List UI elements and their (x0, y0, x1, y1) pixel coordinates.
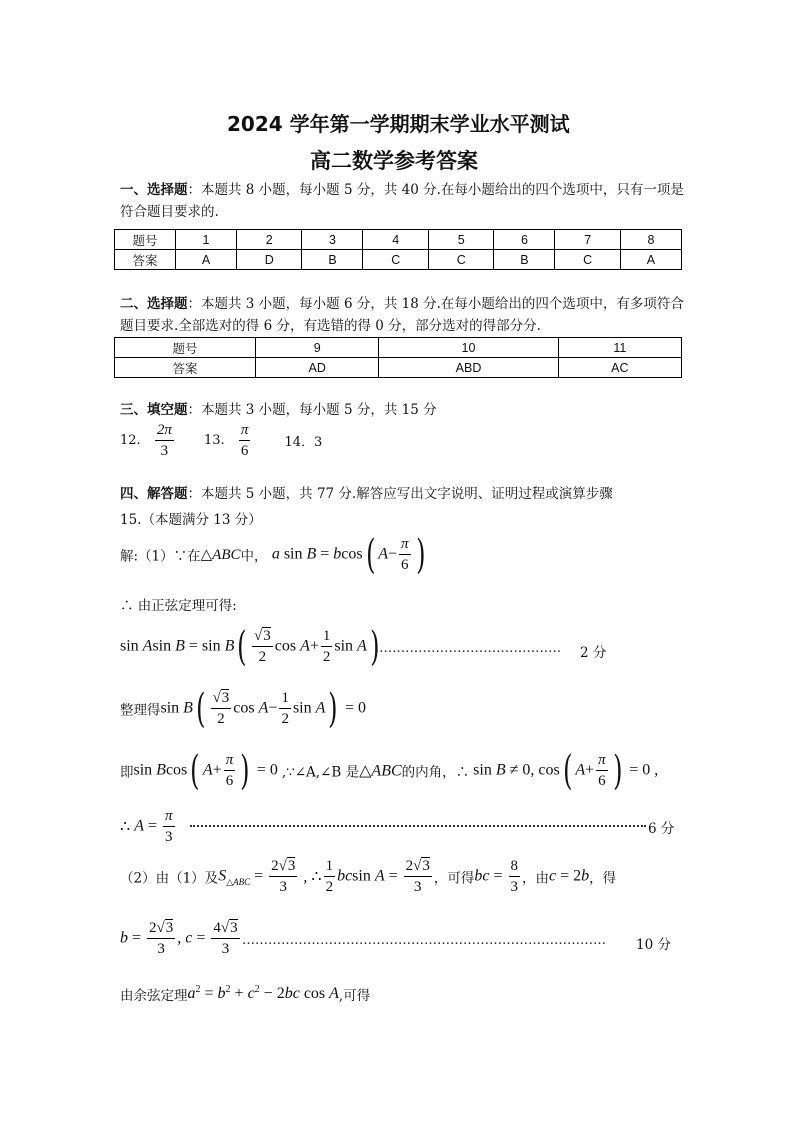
eq-equals: = (489, 867, 507, 885)
eq-var: A (315, 699, 326, 717)
frac-numerator: 1 (324, 856, 336, 877)
table-cell: 题号 (115, 338, 256, 358)
eq-comma: , (177, 929, 186, 947)
table-cell: 8 (620, 230, 681, 250)
eq-zero: = 0 , (625, 761, 659, 779)
table-cell: 题号 (115, 230, 176, 250)
because-text: ,∵∠A,∠B 是 (281, 764, 360, 781)
table-row (115, 250, 682, 270)
table-cell: 1 (176, 230, 237, 250)
eq-sin: sin (469, 761, 496, 779)
part2-text: ：本题共 3 小题，每小题 6 分，共 18 分.在每小题给出的四个选项中，有多项符合题目要求.全部选对的得 6 分，有选错的得 0 分，部分选对的得部分分. (120, 296, 684, 334)
frac-numerator: 8 (509, 856, 521, 877)
eq-neq: ≠ 0, cos (505, 761, 560, 779)
triangle-abc: △ABC (359, 762, 402, 780)
table-cell: AD (256, 358, 379, 378)
part1-text: ：本题共 8 小题，每小题 5 分，共 40 分.在每小题给出的四个选项中，只有一项是符合题目要求的. (120, 182, 684, 220)
sol1-mid: 中， (240, 548, 268, 565)
eq-var: bc (284, 985, 300, 1002)
solution-line-7 (120, 918, 242, 959)
dotted-leader: ………………………………………………………………………… (242, 933, 606, 948)
eq-zero: = 0 (252, 761, 282, 779)
part2-heading: 二、选择题 (120, 296, 188, 312)
left-paren: ( (562, 747, 573, 794)
table-cell: B (494, 250, 555, 270)
page-subtitle: 高二数学参考答案 (310, 149, 478, 173)
fill-in-answers (120, 420, 322, 461)
eq-var: c (247, 985, 255, 1002)
eq-var: B (175, 637, 185, 655)
q12-numerator: 2π (155, 420, 174, 441)
eq-therefore: , ∴ (299, 868, 322, 886)
eq-plus: + (212, 761, 222, 779)
eq-equals: = (384, 867, 402, 885)
table-cell: A (620, 250, 681, 270)
eq-var: bc (474, 867, 490, 885)
part3-instructions (120, 399, 437, 421)
table-cell: ABD (379, 358, 558, 378)
right-paren: ) (369, 623, 380, 670)
part2-instructions (120, 293, 685, 337)
eq-var: B (156, 761, 166, 779)
part4-text: ：本题共 5 小题，共 77 分.解答应写出文字说明、证明过程或演算步骤 (187, 486, 613, 502)
table-cell: AC (558, 358, 681, 378)
table-cell: 4 (363, 230, 428, 250)
eq-var: b (217, 985, 226, 1002)
four-sqrt3-over-3 (211, 918, 239, 959)
frac-denominator: 2 (325, 879, 334, 895)
frac-denominator: 6 (598, 773, 606, 789)
pi-over-6 (224, 750, 236, 791)
solution-line-5 (120, 806, 177, 847)
eq-plus: + (230, 985, 248, 1002)
eq-var: b (581, 867, 590, 885)
table-cell: 答案 (115, 358, 256, 378)
score-6: 6 分 (648, 821, 675, 837)
frac-denominator: 3 (279, 879, 287, 895)
frac-denominator: 2 (322, 649, 331, 665)
left-paren: ( (365, 531, 376, 578)
eq-var: A (575, 761, 586, 779)
one-half (321, 626, 333, 667)
two-sqrt3-over-3 (147, 918, 175, 959)
eq-var: A (142, 637, 153, 655)
q12-answer (155, 420, 174, 461)
dotted-leader: ,…………………………………… (375, 641, 562, 656)
frac-numerator: 1 (321, 626, 333, 647)
part2-answer-table (114, 337, 682, 378)
obtain-text: ，可得 (433, 870, 475, 887)
q12-label: 12. (120, 433, 141, 448)
eq-square: 2 (195, 984, 201, 995)
solution-line-2 (120, 623, 382, 670)
equation-given: a (271, 545, 280, 563)
frac-denominator: 3 (165, 829, 173, 845)
table-cell: 2 (237, 230, 302, 250)
two-sqrt3-over-3 (269, 856, 297, 897)
table-row (115, 230, 682, 250)
table-cell: 9 (256, 338, 379, 358)
eq-equals: = (200, 985, 218, 1002)
frac-numerator: π (596, 750, 608, 771)
table-row (115, 338, 682, 358)
eq-plus: + (309, 637, 319, 655)
frac-numerator: 1 (279, 688, 291, 709)
q15-header: 15.（本题满分 13 分） (120, 512, 262, 528)
eight-over-3 (509, 856, 521, 897)
eq-equals: = (192, 929, 210, 947)
frac-numerator: π (399, 534, 411, 555)
table-cell: 5 (428, 230, 493, 250)
equation-var-b-lower: b (333, 545, 342, 563)
table-cell: A (176, 250, 237, 270)
eq-var: c (185, 929, 193, 947)
frac-denominator: 3 (157, 941, 165, 957)
right-paren: ) (328, 685, 338, 732)
eq-var: B (183, 699, 193, 717)
eq-var: A (258, 699, 269, 717)
right-paren: ) (240, 747, 250, 794)
frac-numerator: π (163, 806, 175, 827)
eq-square: 2 (225, 984, 231, 995)
eq-equals: = sin (184, 637, 225, 655)
part4-instructions (120, 483, 613, 505)
left-paren: ( (237, 623, 247, 670)
inner-angle-text: 的内角，∴ (401, 764, 470, 781)
solution-line-4 (120, 747, 659, 794)
frac-numerator: 2√3 (269, 856, 297, 877)
frac-denominator: 3 (414, 879, 422, 895)
frac-numerator: π (224, 750, 236, 771)
pi-over-6 (596, 750, 608, 791)
eq-var: B (224, 637, 235, 655)
eq-var: A (357, 637, 367, 655)
eq-sin-b: sin (152, 637, 176, 655)
eq-cos: cos (299, 985, 330, 1002)
q14-answer: 14．3 (284, 435, 323, 450)
eq-equals: = (143, 817, 161, 835)
eq-sin: sin (160, 699, 184, 717)
frac-numerator: 2√3 (404, 856, 432, 877)
one-half (324, 856, 336, 897)
solution-line-6 (120, 856, 616, 897)
eq-sin: sin (334, 637, 358, 655)
table-cell: 6 (494, 230, 555, 250)
eq-square: 2 (254, 984, 260, 995)
eq-equals: = 2 (556, 867, 582, 885)
part4-heading: 四、解答题 (120, 486, 188, 502)
frac-denominator: 6 (401, 557, 409, 573)
part1-answer-table (114, 229, 682, 270)
eq-area: S (218, 867, 227, 885)
q13-label: 13. (203, 433, 225, 448)
eq-cos: cos (274, 637, 301, 655)
eq-cos: cos (233, 699, 259, 717)
frac-denominator: 2 (217, 711, 225, 727)
solution-line-1 (120, 531, 428, 578)
eq-minus: − 2 (259, 985, 285, 1002)
sqrt3-over-2 (252, 626, 273, 667)
eq-plus: + (585, 761, 595, 779)
eq-var: A (374, 867, 385, 885)
frac-numerator: √3 (252, 626, 273, 647)
table-cell: B (302, 250, 363, 270)
q13-numerator: π (239, 420, 251, 441)
eq-var: A (202, 761, 213, 779)
eq-var: A (329, 985, 339, 1002)
solution-line-3 (120, 685, 367, 732)
part1-instructions (120, 179, 685, 223)
equation-cos: cos (341, 545, 363, 563)
eq-var: A (134, 817, 144, 835)
q12-denominator: 3 (160, 443, 169, 459)
frac-numerator: 2√3 (147, 918, 175, 939)
table-row (115, 358, 682, 378)
eq-zero: = 0 (341, 699, 367, 717)
law-of-sines-text: ∴ 由正弦定理可得: (120, 598, 237, 614)
ji-label: 即 (120, 764, 134, 781)
eq-var: bc (337, 867, 353, 885)
frac-numerator: √3 (211, 688, 232, 709)
part2-prefix: （2）由（1）及 (120, 870, 219, 887)
eq-var: A (300, 637, 310, 655)
cosine-tail: ,可得 (338, 988, 371, 1004)
left-paren: ( (196, 685, 206, 732)
dotted-leader (190, 825, 646, 827)
equation-eq: = (316, 545, 334, 563)
table-cell: C (363, 250, 428, 270)
part3-heading: 三、填空题 (120, 402, 188, 418)
eq-equals: = (128, 929, 146, 947)
equation-var-a: A (378, 545, 389, 563)
two-sqrt3-over-3 (404, 856, 432, 897)
one-half (279, 688, 291, 729)
right-paren: ) (415, 531, 426, 578)
score-10: 10 分 (636, 937, 671, 953)
table-cell: 答案 (115, 250, 176, 270)
eq-var: a (187, 985, 196, 1002)
cosine-label: 由余弦定理 (120, 988, 188, 1004)
table-cell: D (237, 250, 302, 270)
eq-var: b (120, 929, 128, 947)
therefore-symbol: ∴ (120, 818, 135, 836)
get-text: ，得 (589, 870, 617, 887)
q13-denominator: 6 (240, 443, 249, 459)
eq-var: c (549, 867, 557, 885)
equation-var-b: B (306, 545, 317, 563)
q13-answer (239, 420, 251, 461)
frac-denominator: 3 (221, 941, 230, 957)
area-subscript: △ABC (226, 877, 251, 887)
triangle-abc: △ABC (200, 547, 241, 563)
eq-sin: sin (133, 761, 157, 779)
table-cell: C (555, 250, 620, 270)
eq-var: B (495, 761, 506, 779)
eq-minus: − (268, 699, 278, 717)
page-title: 2024 学年第一学期期末学业水平测试 (227, 112, 570, 136)
eq-equals: = (250, 867, 268, 885)
score-2: 2 分 (580, 645, 607, 661)
table-cell: 11 (558, 338, 681, 358)
from-text: ，由 (522, 870, 550, 887)
simplify-label: 整理得 (120, 702, 161, 719)
frac-denominator: 2 (281, 711, 289, 727)
eq-sin: sin (352, 867, 375, 885)
eq-cos: cos (165, 761, 188, 779)
table-cell: C (428, 250, 493, 270)
table-cell: 3 (302, 230, 363, 250)
pi-over-6 (399, 534, 411, 575)
sol1-prefix: 解:（1）∵在 (120, 548, 201, 565)
eq-sin: sin (292, 699, 316, 717)
part3-text: ：本题共 3 小题，每小题 5 分，共 15 分 (187, 402, 437, 418)
eq-sin-a: sin (120, 637, 143, 655)
frac-denominator: 6 (225, 773, 234, 789)
equation-minus: − (388, 545, 398, 563)
right-paren: ) (612, 747, 623, 794)
table-cell: 10 (379, 338, 558, 358)
part1-heading: 一、选择题 (120, 182, 188, 198)
frac-denominator: 3 (510, 879, 519, 895)
left-paren: ( (190, 747, 200, 794)
sqrt3-over-2 (211, 688, 232, 729)
frac-denominator: 2 (258, 649, 267, 665)
equation-sin: sin (279, 545, 307, 563)
solution-line-8 (120, 984, 370, 1004)
frac-numerator: 4√3 (211, 918, 239, 939)
pi-over-3 (163, 806, 175, 847)
table-cell: 7 (555, 230, 620, 250)
